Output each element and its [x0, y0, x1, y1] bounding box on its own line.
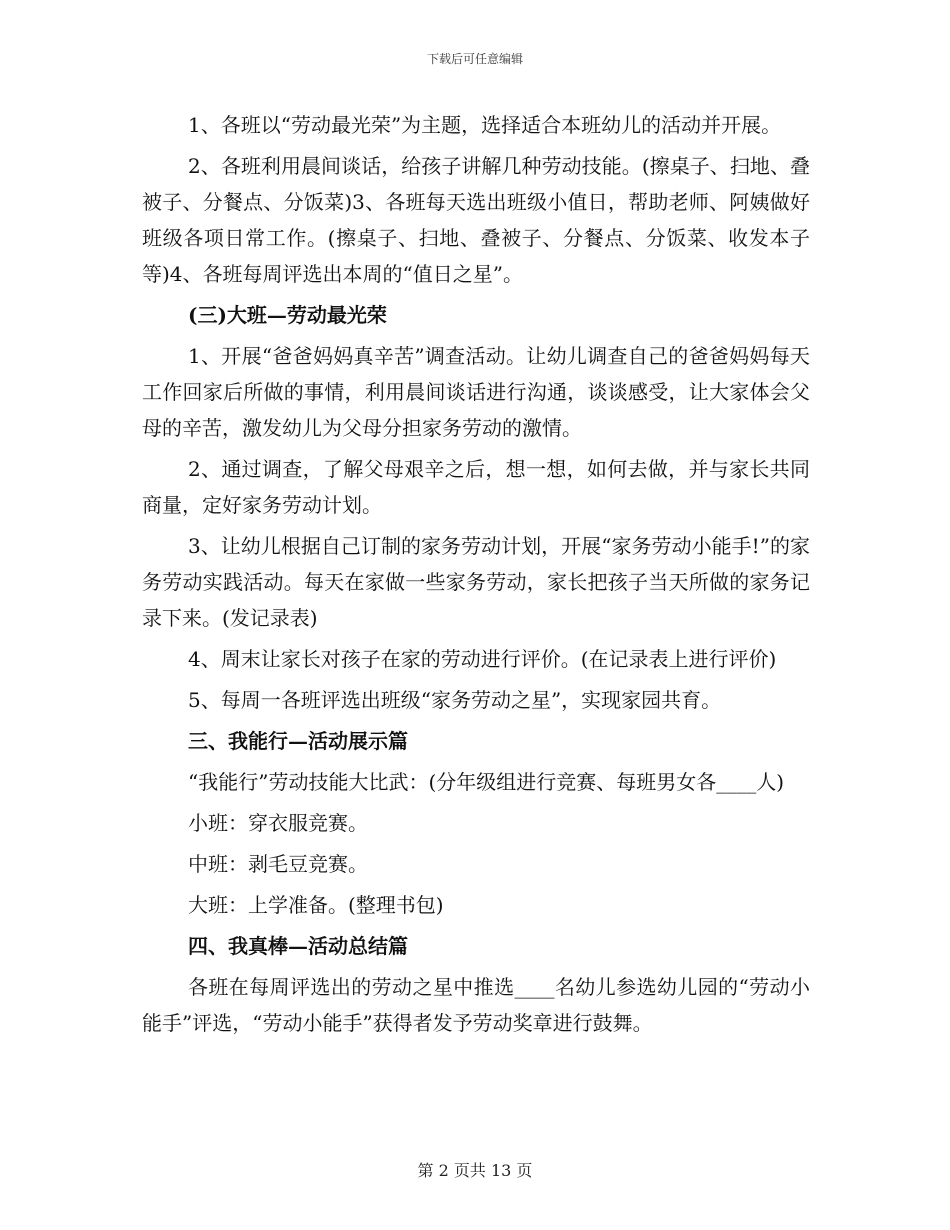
document-body: [142, 107, 810, 1041]
paragraph-award: 各班在每周评选出的劳动之星中推选____名幼儿参选幼儿园的“劳动小能手”评选，“劳动小能手”获得者发予劳动奖章进行鼓舞。: [142, 975, 810, 1035]
item-middle-class: 中班：剥毛豆竞赛。: [188, 852, 368, 876]
paragraph-weekly-star: 5、每周一各班评选出班级“家务劳动之星”，实现家园共育。: [188, 688, 722, 712]
paragraph-parents-survey: 1、开展“爸爸妈妈真辛苦”调查活动。让幼儿调查自己的爸爸妈妈每天工作回家后所做的事情，利用晨间谈话进行沟通，谈谈感受，让大家体会父母的辛苦，激发幼儿为父母分担家务劳动的激情。: [142, 344, 810, 440]
paragraph-weekend-evaluation: 4、周末让家长对孩子在家的劳动进行评价。(在记录表上进行评价): [188, 647, 777, 671]
section-heading-activity-show: 三、我能行—活动展示篇: [188, 729, 408, 753]
paragraph-class-theme: 1、各班以“劳动最光荣”为主题，选择适合本班幼儿的活动并开展。: [188, 113, 782, 137]
section-heading-summary: 四、我真棒—活动总结篇: [188, 934, 408, 958]
paragraph-skills-contest: “我能行”劳动技能大比武：(分年级组进行竞赛、每班男女各____人): [188, 770, 785, 794]
page-footer: 第 2 页共 13 页: [417, 1161, 533, 1180]
section-heading-senior-class: (三)大班—劳动最光荣: [188, 303, 387, 327]
item-senior-class: 大班：上学准备。(整理书包): [188, 893, 444, 917]
page-header: 下载后可任意编辑: [426, 52, 523, 66]
item-small-class: 小班：穿衣服竞赛。: [188, 811, 368, 835]
paragraph-housework-plan: 2、通过调查，了解父母艰辛之后，想一想，如何去做，并与家长共同商量，定好家务劳动计划。: [142, 457, 810, 517]
paragraph-morning-talk: 2、各班利用晨间谈话，给孩子讲解几种劳动技能。(擦桌子、扫地、叠被子、分餐点、分饭菜)3、各班每天选出班级小值日，帮助老师、阿姨做好班级各项日常工作。(擦桌子、扫地、叠被子、分餐点、分饭菜、收发本子等)4、各班每周评选出本周的“值日之星”。: [142, 154, 810, 286]
paragraph-housework-practice: 3、让幼儿根据自己订制的家务劳动计划，开展“家务劳动小能手!”的家务劳动实践活动。每天在家做一些家务劳动，家长把孩子当天所做的家务记录下来。(发记录表): [142, 534, 810, 630]
